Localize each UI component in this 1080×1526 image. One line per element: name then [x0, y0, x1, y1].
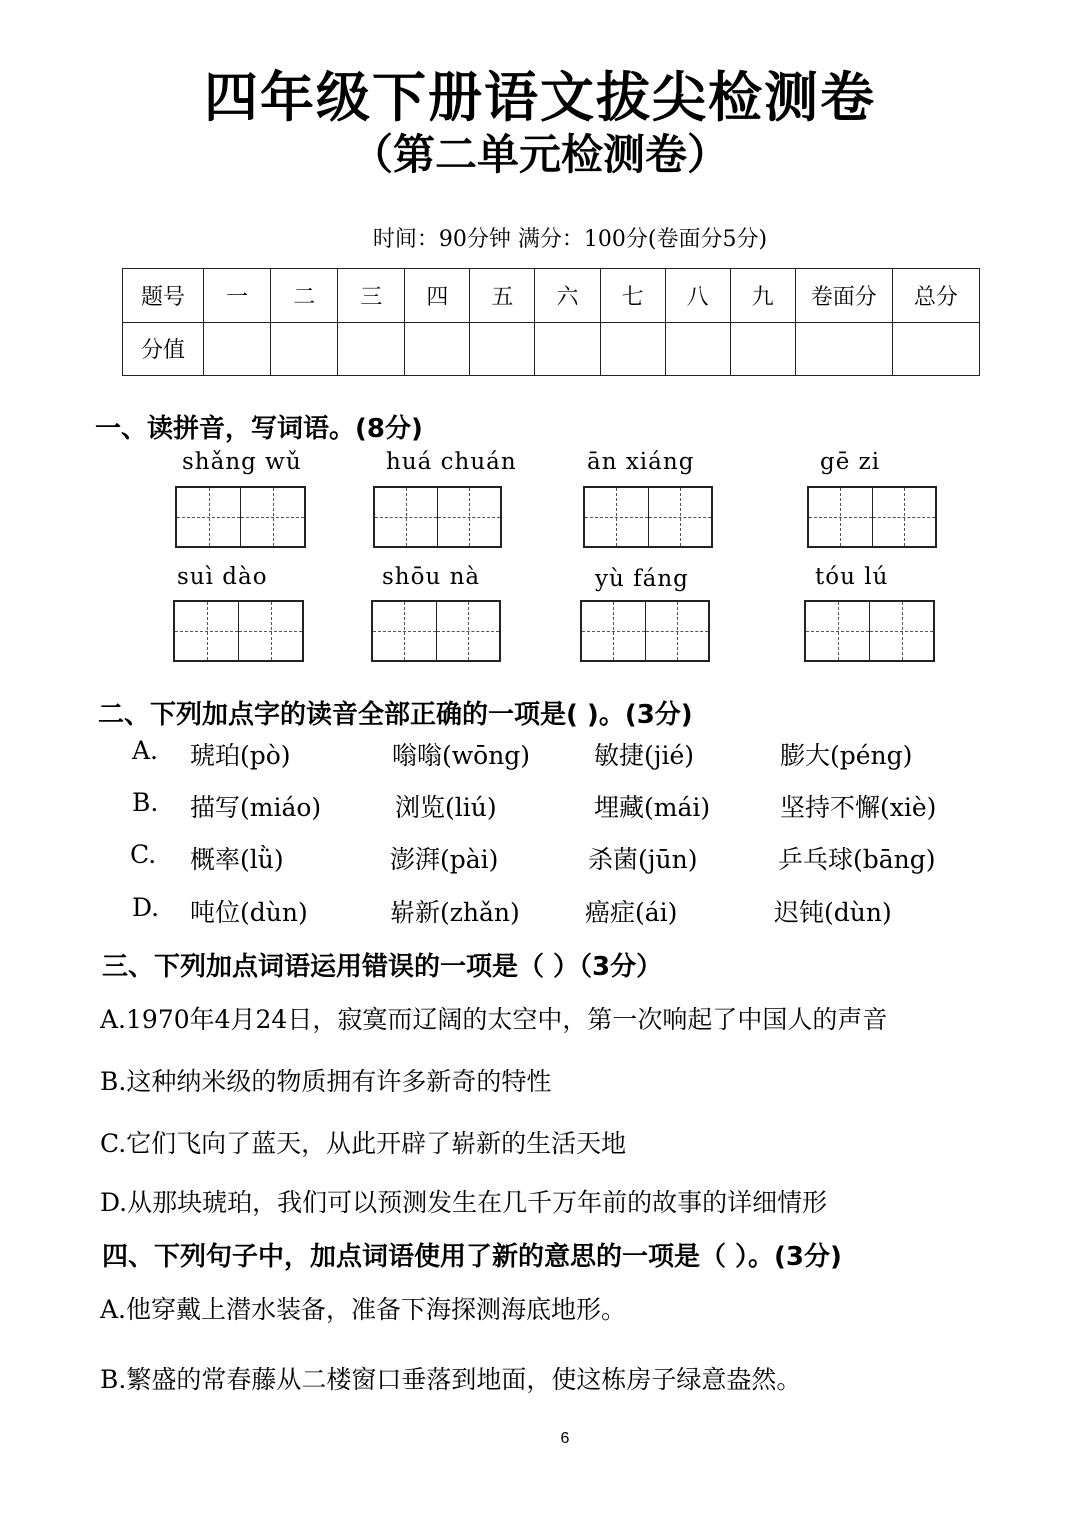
- choice-line: A.他穿戴上潜水装备，准备下海探测海底地形。: [100, 1295, 627, 1324]
- option-word: 癌症(ái): [585, 898, 678, 927]
- table-cell: 三: [338, 269, 405, 323]
- writing-grid[interactable]: [371, 600, 501, 662]
- choice-line: A.1970年4月24日，寂寞而辽阔的太空中，第一次响起了中国人的声音: [100, 1005, 888, 1034]
- score-input-cell[interactable]: [665, 322, 730, 376]
- table-cell: 九: [730, 269, 795, 323]
- pinyin-label: shǎng wǔ: [182, 449, 302, 475]
- score-table-header-row: [123, 269, 980, 323]
- table-cell: 二: [271, 269, 338, 323]
- score-input-cell[interactable]: [600, 322, 665, 376]
- option-label: A.: [132, 736, 159, 765]
- option-word: 吨位(dùn): [190, 898, 308, 927]
- option-word: 乒乓球(bāng): [778, 845, 936, 874]
- score-input-cell[interactable]: [204, 322, 271, 376]
- table-cell: 四: [405, 269, 470, 323]
- table-cell: 总分: [892, 269, 979, 323]
- option-word: 敏捷(jié): [594, 741, 695, 770]
- score-input-cell[interactable]: [892, 322, 979, 376]
- writing-grid[interactable]: [580, 600, 710, 662]
- option-word: 埋藏(mái): [594, 793, 711, 822]
- pinyin-label: gē zi: [820, 449, 881, 475]
- score-input-cell[interactable]: [405, 322, 470, 376]
- pinyin-label: shōu nà: [382, 564, 481, 590]
- writing-grid[interactable]: [173, 600, 304, 662]
- score-input-cell[interactable]: [470, 322, 535, 376]
- option-word: 浏览(liú): [395, 793, 497, 822]
- score-table: [122, 268, 980, 376]
- option-word: 澎湃(pài): [390, 845, 499, 874]
- score-input-cell[interactable]: [338, 322, 405, 376]
- choice-line: B.这种纳米级的物质拥有许多新奇的特性: [100, 1067, 552, 1096]
- option-word: 杀菌(jūn): [588, 845, 698, 874]
- score-table-value-row: [123, 322, 980, 376]
- writing-grid[interactable]: [175, 486, 306, 548]
- page-number: 6: [560, 1430, 570, 1447]
- pinyin-label: suì dào: [177, 564, 268, 590]
- pinyin-label: ān xiáng: [587, 449, 695, 475]
- exam-subtitle: （第二单元检测卷）: [350, 130, 729, 179]
- pinyin-label: tóu lú: [815, 564, 889, 590]
- pinyin-label: yù fáng: [595, 566, 689, 592]
- option-word: 膨大(péng): [780, 741, 913, 770]
- section-2-heading: 二、下列加点字的读音全部正确的一项是( )。(3分): [98, 700, 693, 730]
- table-cell: 七: [600, 269, 665, 323]
- table-cell: 五: [470, 269, 535, 323]
- option-label: D.: [132, 893, 160, 922]
- writing-grid[interactable]: [583, 486, 713, 548]
- section-1-heading: 一、读拼音，写词语。(8分): [95, 414, 423, 444]
- table-cell: 分值: [123, 322, 204, 376]
- option-word: 描写(miáo): [190, 793, 322, 822]
- score-input-cell[interactable]: [535, 322, 600, 376]
- option-word: 概率(lǜ): [190, 845, 284, 874]
- choice-line: C.它们飞向了蓝天，从此开辟了崭新的生活天地: [100, 1129, 627, 1158]
- table-cell: 八: [665, 269, 730, 323]
- option-label: C.: [130, 840, 157, 869]
- writing-grid[interactable]: [807, 486, 937, 548]
- score-input-cell[interactable]: [271, 322, 338, 376]
- writing-grid[interactable]: [373, 486, 502, 548]
- exam-title: 四年级下册语文拔尖检测卷: [204, 66, 876, 129]
- score-input-cell[interactable]: [730, 322, 795, 376]
- option-word: 嗡嗡(wōng): [392, 741, 531, 770]
- section-3-heading: 三、下列加点词语运用错误的一项是（ ）（3分）: [102, 952, 663, 982]
- table-cell: 六: [535, 269, 600, 323]
- option-word: 崭新(zhǎn): [390, 898, 520, 927]
- option-word: 坚持不懈(xiè): [780, 793, 937, 822]
- option-word: 迟钝(dùn): [774, 898, 892, 927]
- writing-grid[interactable]: [804, 600, 935, 662]
- option-word: 琥珀(pò): [190, 741, 291, 770]
- section-4-heading: 四、下列句子中，加点词语使用了新的意思的一项是（ ）。(3分): [102, 1242, 842, 1272]
- choice-line: B.繁盛的常春藤从二楼窗口垂落到地面，使这栋房子绿意盎然。: [100, 1365, 802, 1394]
- choice-line: D.从那块琥珀，我们可以预测发生在几千万年前的故事的详细情形: [100, 1188, 828, 1217]
- table-cell: 题号: [123, 269, 204, 323]
- pinyin-label: huá chuán: [386, 449, 517, 475]
- option-label: B.: [132, 788, 159, 817]
- exam-meta: 时间：90分钟 满分：100分(卷面分5分): [372, 227, 768, 252]
- table-cell: 卷面分: [795, 269, 892, 323]
- table-cell: 一: [204, 269, 271, 323]
- score-input-cell[interactable]: [795, 322, 892, 376]
